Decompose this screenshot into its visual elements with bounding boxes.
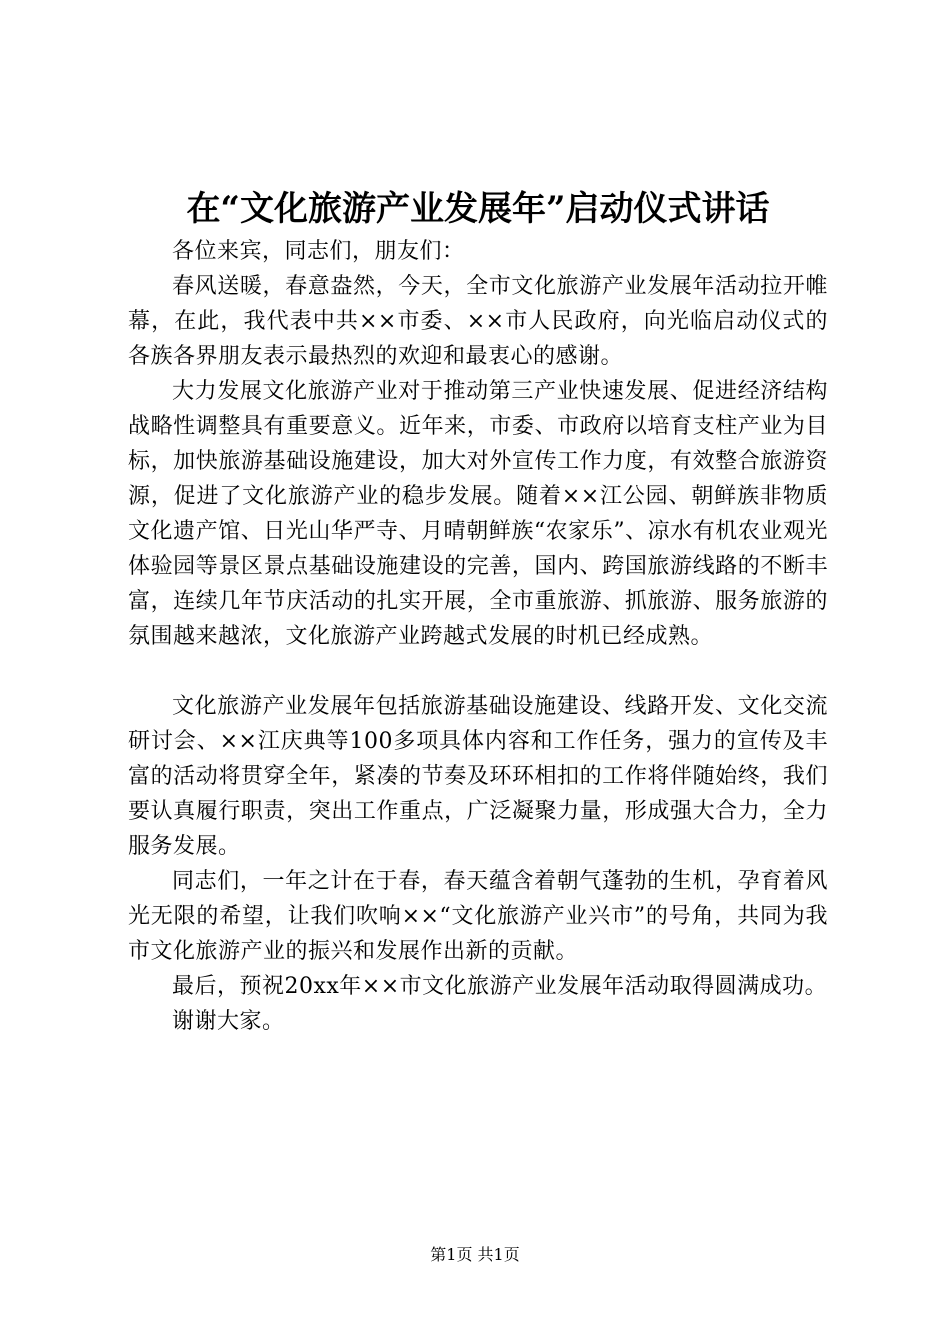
closing-paragraph: 谢谢大家。 — [172, 1009, 285, 1034]
tasks-paragraph: 文化旅游产业发展年包括旅游基础设施建设、线路开发、文化交流研讨会、××江庆典等100多项具体内容和工作任务，强力的宣传及丰富的活动将贯穿全年，紧凑的节奏及环环相扣的工作将伴随始终，我们要认真履行职责，突出工作重点，广泛凝聚力量，形成强大合力，全力服务发展。 — [128, 694, 828, 859]
document-title: 在“文化旅游产业发展年”启动仪式讲话 — [186, 189, 770, 229]
significance-paragraph: 大力发展文化旅游产业对于推动第三产业快速发展、促进经济结构战略性调整具有重要意义。近年来，市委、市政府以培育支柱产业为目标，加快旅游基础设施建设，加大对外宣传工作力度，有效整合旅游资源，促进了文化旅游产业的稳步发展。随着××江公园、朝鲜族非物质文化遗产馆、日光山华严寺、月晴朝鲜族“农家乐”、凉水有机农业观光体验园等景区景点基础设施建设的完善，国内、跨国旅游线路的不断丰富，连续几年节庆活动的扎实开展，全市重旅游、抓旅游、服务旅游的氛围越来越浓，文化旅游产业跨越式发展的时机已经成熟。 — [128, 379, 828, 649]
welcome-paragraph: 春风送暖，春意盎然，今天，全市文化旅游产业发展年活动拉开帷幕，在此，我代表中共××市委、××市人民政府，向光临启动仪式的各族各界朋友表示最热烈的欢迎和最衷心的感谢。 — [128, 274, 828, 369]
wishes-paragraph: 最后，预祝20xx年××市文化旅游产业发展年活动取得圆满成功。 — [172, 974, 828, 999]
salutation-paragraph: 各位来宾，同志们，朋友们： — [172, 239, 465, 264]
appeal-paragraph: 同志们，一年之计在于春，春天蕴含着朝气蓬勃的生机，孕育着风光无限的希望，让我们吹响××“文化旅游产业兴市”的号角，共同为我市文化旅游产业的振兴和发展作出新的贡献。 — [128, 869, 828, 964]
document-body — [128, 234, 828, 1039]
page-number-footer: 第1页 共1页 — [430, 1245, 520, 1264]
